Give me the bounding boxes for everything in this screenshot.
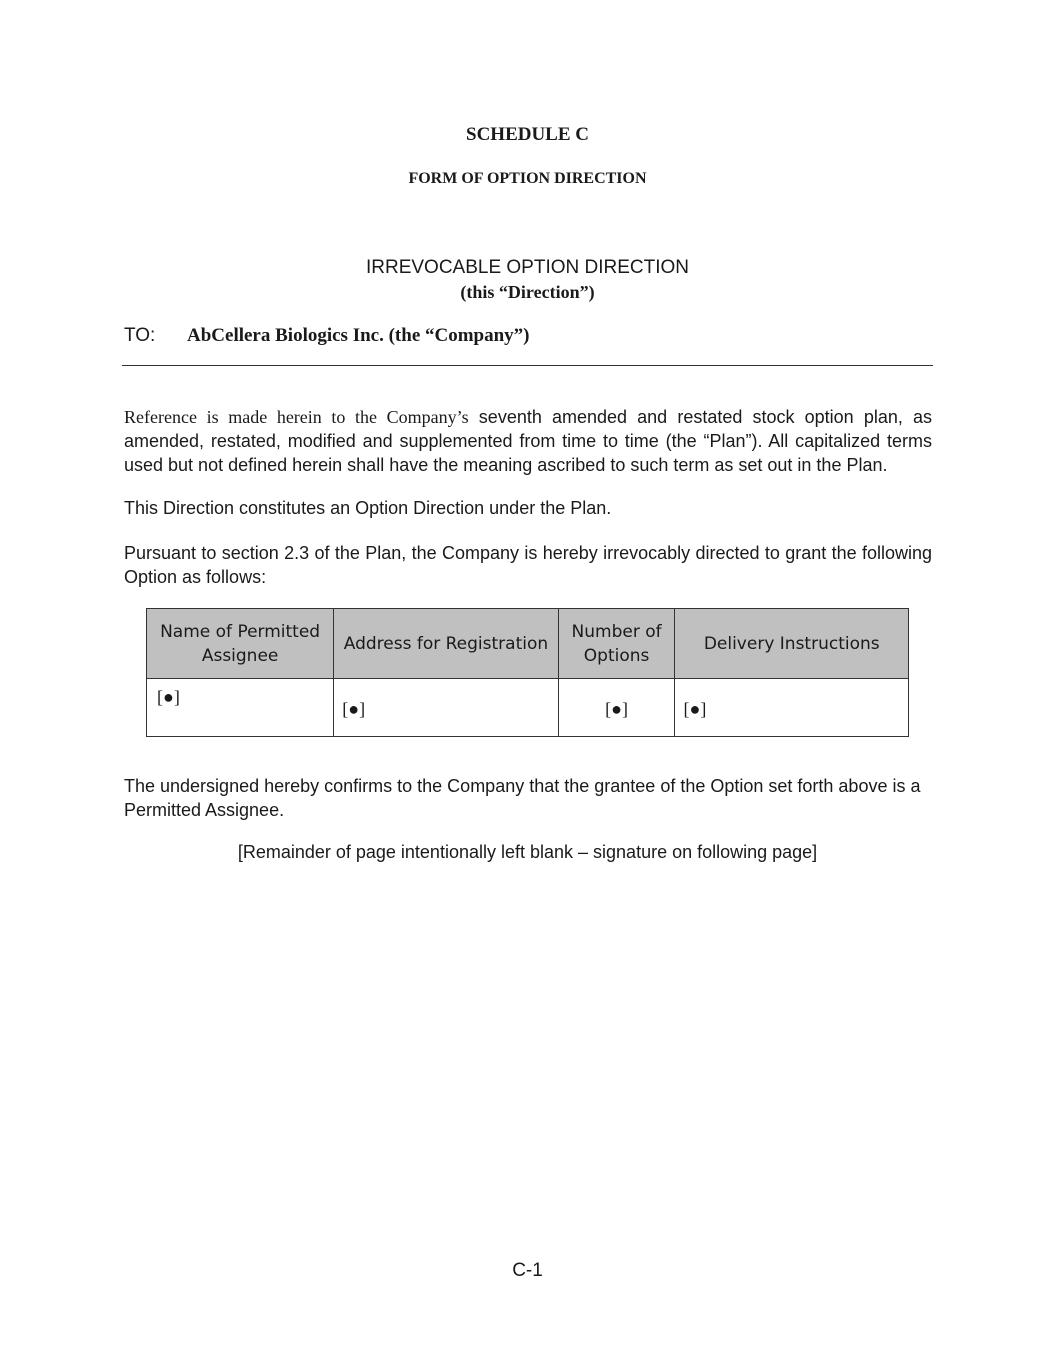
header-number-of-options: Number of Options — [558, 609, 675, 679]
addressee-label: TO: — [124, 325, 156, 346]
reference-lead: Reference is made herein to the Company’s — [124, 407, 469, 427]
cell-address: [●] — [334, 679, 558, 737]
table-header-row — [147, 609, 909, 679]
schedule-title: SCHEDULE C — [466, 124, 589, 145]
direction-subtitle: (this “Direction”) — [460, 282, 595, 302]
header-address-for-registration: Address for Registration — [334, 609, 558, 679]
table-row — [147, 679, 909, 737]
header-divider — [122, 365, 933, 366]
pursuant-paragraph: Pursuant to section 2.3 of the Plan, the Company is hereby irrevocably directed to grant the following Option as follows: — [124, 543, 932, 587]
header-delivery-instructions: Delivery Instructions — [675, 609, 909, 679]
reference-rest: seventh amended and restated stock option plan, as amended, restated, modified and supplemented from time to time (the “Plan”). All capitalized terms used but not defined herein shall have the meaning ascribed to such term as set out in the Plan. — [124, 407, 932, 475]
form-title: FORM OF OPTION DIRECTION — [408, 170, 647, 187]
cell-number-of-options: [●] — [558, 679, 675, 737]
page-number: C-1 — [512, 1260, 543, 1281]
reference-paragraph — [124, 405, 932, 477]
option-table — [146, 608, 909, 737]
header-name-of-permitted-assignee: Name of Permitted Assignee — [147, 609, 334, 679]
confirmation-paragraph: The undersigned hereby confirms to the Company that the grantee of the Option set forth above is a Permitted Assignee. — [124, 776, 921, 820]
direction-title: IRREVOCABLE OPTION DIRECTION — [365, 257, 690, 278]
addressee-company: AbCellera Biologics Inc. (the “Company”) — [187, 325, 530, 346]
cell-assignee-name: [●] — [147, 679, 334, 737]
remainder-note: [Remainder of page intentionally left blank – signature on following page] — [237, 842, 818, 862]
cell-delivery-instructions: [●] — [675, 679, 909, 737]
constitutes-paragraph: This Direction constitutes an Option Direction under the Plan. — [124, 498, 612, 518]
